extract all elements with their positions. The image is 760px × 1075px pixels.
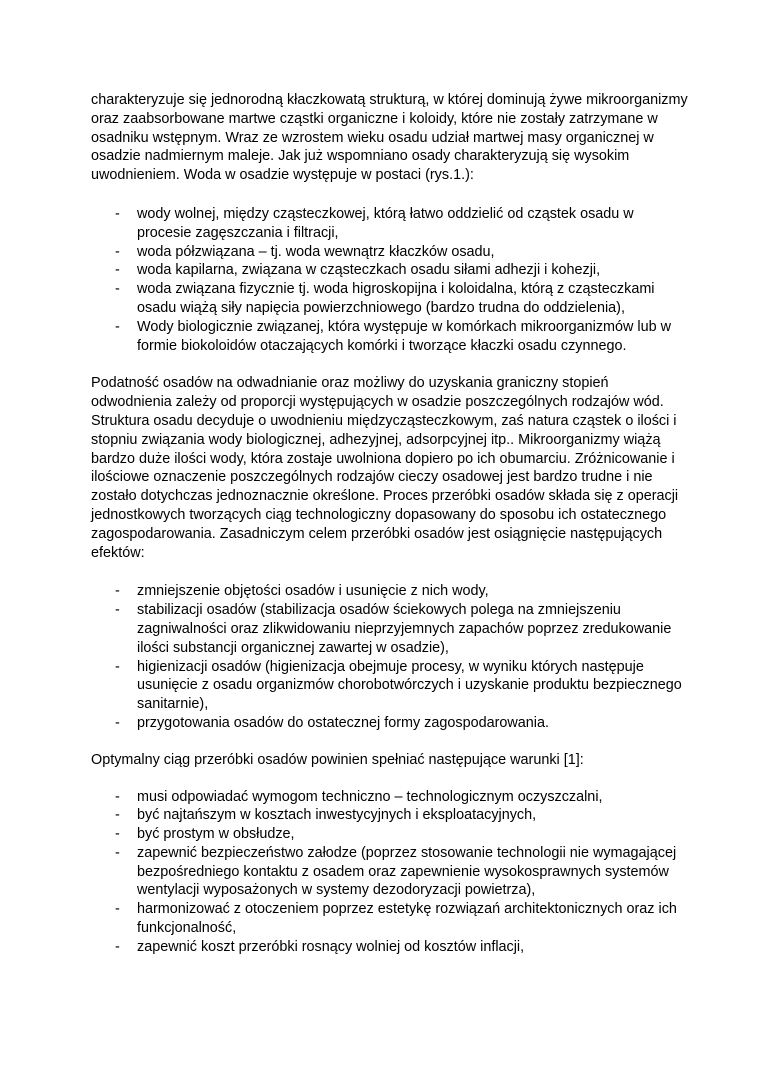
paragraph-dewatering: Podatność osadów na odwadnianie oraz możliwy do uzyskania graniczny stopień odwodnienia zależy od proporcji występujących w osadzie poszczególnych rodzajów wód. Struktura osadu decyduje o uwodnieniu międzycząsteczkowym, zaś natura cząstek o ilości i stopniu związania wody biologicznej, adhezyjnej, adsorpcyjnej itp.. Mikroorganizmy wiążą bardzo duże ilości wody, która zostaje uwolniona dopiero po ich obumarciu. Zróżnicowanie i ilościowe oznaczenie poszczególnych rodzajów cieczy osadowej jest bardzo trudne i nie zostało dotychczas jednoznacznie określone. Proces przeróbki osadów składa się z operacji jednostkowych tworzących ciąg technologiczny dopasowany do sposobu ich ostatecznego zagospodarowania. Zasadniczym celem przeróbki osadów jest osiągnięcie następujących efektów: bbox=[91, 375, 679, 561]
list-item bbox=[91, 318, 691, 356]
list-item-text: musi odpowiadać wymogom techniczno – technologicznym oczyszczalni, bbox=[137, 788, 603, 805]
list-item-text: woda związana fizycznie tj. woda higroskopijna i koloidalna, którą z cząsteczkami osadu wiążą siły napięcia powierzchniowego (bardzo trudna do oddzielenia), bbox=[137, 281, 655, 316]
bullet-dash: - bbox=[115, 243, 120, 260]
bullet-dash: - bbox=[115, 714, 120, 731]
bullet-dash: - bbox=[115, 807, 120, 824]
bullet-dash: - bbox=[115, 788, 120, 805]
list-item-text: być prostym w obsłudze, bbox=[137, 826, 295, 843]
bullet-dash: - bbox=[115, 205, 120, 222]
list-item-text: wody wolnej, między cząsteczkowej, którą łatwo oddzielić od cząstek osadu w procesie zagęszczania i filtracji, bbox=[137, 205, 634, 241]
list-item-text: Wody biologicznie związanej, która występuje w komórkach mikroorganizmów lub w formie biokoloidów otaczających komórki i tworzące kłaczki osadu czynnego. bbox=[137, 318, 672, 354]
bullet-dash: - bbox=[115, 938, 120, 955]
list-item-text: zapewnić koszt przeróbki rosnący wolniej od kosztów inflacji, bbox=[137, 938, 525, 955]
paragraph-optimal-conditions: Optymalny ciąg przeróbki osadów powinien spełniać następujące warunki [1]: bbox=[91, 751, 584, 768]
list-item bbox=[91, 844, 691, 900]
list-item bbox=[91, 280, 691, 318]
list-item bbox=[91, 261, 691, 280]
list-item-text: być najtańszym w kosztach inwestycyjnych i eksploatacyjnych, bbox=[137, 807, 537, 824]
list-item-text: zmniejszenie objętości osadów i usunięcie z nich wody, bbox=[137, 583, 489, 600]
list-item-text: stabilizacji osadów (stabilizacja osadów ściekowych polega na zmniejszeniu zagniwalności oraz zlikwidowaniu nieprzyjemnych zapachów poprzez zredukowanie ilości substancji organicznej zawartej w osadzie), bbox=[137, 602, 672, 656]
bullet-dash: - bbox=[115, 318, 120, 335]
bullet-dash: - bbox=[115, 262, 120, 279]
bullet-dash: - bbox=[115, 901, 120, 918]
list-item bbox=[91, 658, 691, 714]
list-item bbox=[91, 205, 691, 243]
list-item-text: przygotowania osadów do ostatecznej formy zagospodarowania. bbox=[137, 714, 549, 731]
list-item-text: zapewnić bezpieczeństwo załodze (poprzez stosowanie technologii nie wymagającej bezpośredniego kontaktu z osadem oraz zapewnienie wysokosprawnych systemów wentylacji wyposażonych w systemy dezodoryzacji powietrza), bbox=[137, 844, 677, 899]
bullet-dash: - bbox=[115, 658, 120, 675]
water-types-list bbox=[91, 205, 691, 355]
paragraph-intro: charakteryzuje się jednorodną kłaczkowatą strukturą, w której dominują żywe mikroorganizmy oraz zaabsorbowane martwe cząstki organiczne i koloidy, które nie zostały zatrzymane w osadniku wstępnym. Wraz ze wzrostem wieku osadu udział martwej masy organicznej w osadzie nadmiernym maleje. Jak już wspomniano osady charakteryzują się wysokim uwodnieniem. Woda w osadzie występuje w postaci (rys.1.): bbox=[91, 92, 688, 184]
list-item-text: higienizacji osadów (higienizacja obejmuje procesy, w wyniku których następuje usunięcie z osadu organizmów chorobotwórczych i uzyskanie produktu bezpiecznego sanitarnie), bbox=[137, 658, 682, 713]
document-page bbox=[91, 91, 691, 957]
list-item-text: woda kapilarna, związana w cząsteczkach osadu siłami adhezji i kohezji, bbox=[137, 262, 601, 279]
list-item bbox=[91, 825, 691, 844]
list-item bbox=[91, 582, 691, 601]
list-item bbox=[91, 900, 691, 938]
list-item bbox=[91, 806, 691, 825]
list-item bbox=[91, 938, 691, 957]
list-item bbox=[91, 601, 691, 657]
bullet-dash: - bbox=[115, 826, 120, 843]
list-item bbox=[91, 714, 691, 733]
list-item-text: woda półzwiązana – tj. woda wewnątrz kłaczków osadu, bbox=[137, 243, 495, 260]
bullet-dash: - bbox=[115, 602, 120, 619]
bullet-dash: - bbox=[115, 844, 120, 861]
conditions-list bbox=[91, 788, 691, 957]
list-item bbox=[91, 243, 691, 262]
list-item-text: harmonizować z otoczeniem poprzez estetykę rozwiązań architektonicznych oraz ich funkcjonalność, bbox=[137, 901, 677, 937]
bullet-dash: - bbox=[115, 281, 120, 298]
list-item bbox=[91, 788, 691, 807]
bullet-dash: - bbox=[115, 583, 120, 600]
processing-effects-list bbox=[91, 582, 691, 732]
